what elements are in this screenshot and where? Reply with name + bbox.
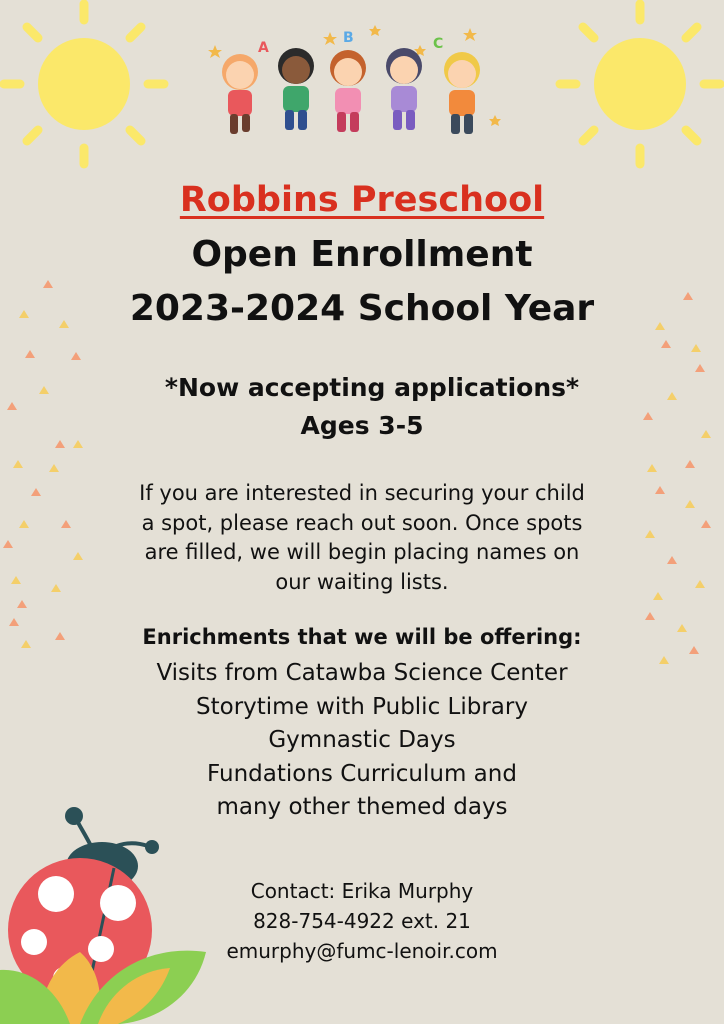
letter-b-decoration: B bbox=[343, 30, 354, 46]
info-line: are filled, we will begin placing names on bbox=[144, 540, 580, 564]
sun-left-icon bbox=[4, 4, 164, 164]
contact-email: emurphy@fumc-lenoir.com bbox=[226, 939, 498, 963]
enrichments-heading: Enrichments that we will be offering: bbox=[142, 625, 582, 649]
enrichment-item: Fundations Curriculum and bbox=[207, 760, 517, 787]
info-line: our waiting lists. bbox=[275, 569, 449, 594]
confetti-triangles-right bbox=[643, 292, 711, 664]
contact-phone: 828-754-4922 ext. 21 bbox=[253, 909, 471, 933]
enrichment-item: Visits from Catawba Science Center bbox=[156, 660, 568, 686]
children-running-illustration bbox=[208, 25, 501, 134]
enrichment-item: Storytime with Public Library bbox=[196, 693, 528, 720]
enrichment-item: many other themed days bbox=[216, 794, 508, 820]
enrichments-list bbox=[0, 657, 724, 825]
contact-block bbox=[0, 876, 724, 966]
open-enrollment-heading: Open Enrollment bbox=[191, 234, 533, 275]
letter-a-decoration: A bbox=[258, 40, 269, 56]
enrollment-info-paragraph bbox=[0, 479, 724, 597]
school-name-title: Robbins Preschool bbox=[179, 180, 545, 220]
contact-name: Contact: Erika Murphy bbox=[250, 879, 474, 903]
info-line: a spot, please reach out soon. Once spots bbox=[141, 510, 583, 535]
enrichment-item: Gymnastic Days bbox=[268, 727, 456, 753]
sun-right-icon bbox=[560, 4, 720, 164]
accepting-applications-text: *Now accepting applications* bbox=[164, 373, 580, 402]
school-year-heading: 2023-2024 School Year bbox=[129, 288, 595, 329]
letter-c-decoration: C bbox=[433, 36, 444, 52]
info-line: If you are interested in securing your child bbox=[139, 481, 585, 505]
ages-text: Ages 3-5 bbox=[300, 411, 424, 440]
